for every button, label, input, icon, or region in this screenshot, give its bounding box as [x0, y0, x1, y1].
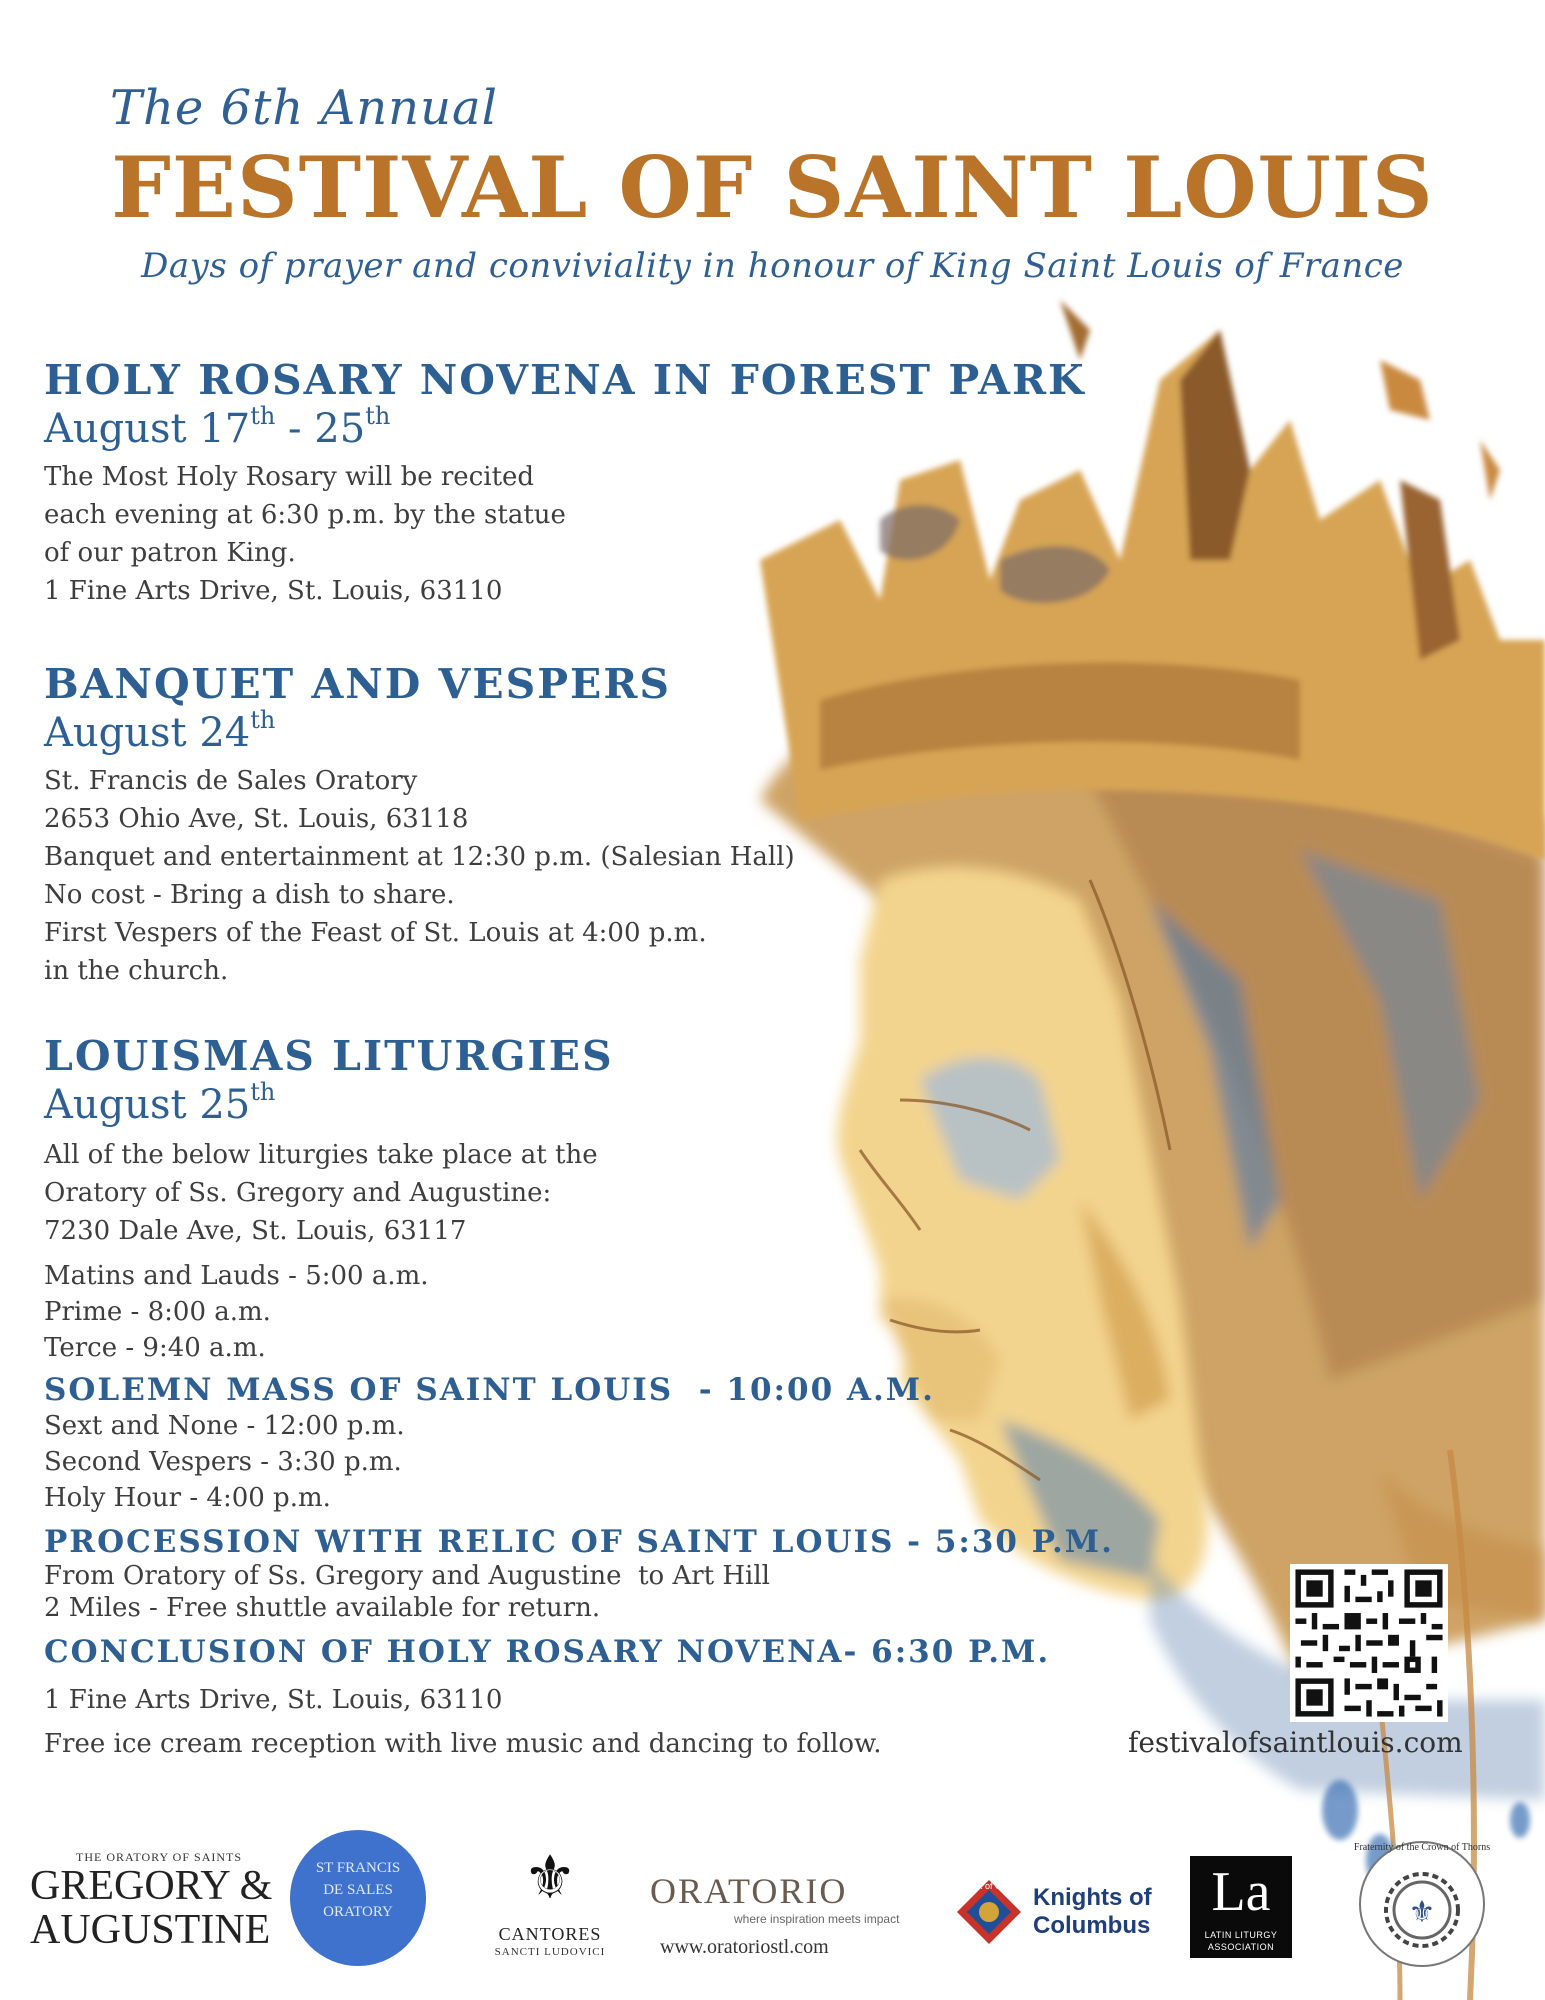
banquet-line: Banquet and entertainment at 12:30 p.m. (Salesian Hall) — [44, 842, 795, 872]
website-link[interactable]: festivalofsaintlouis.com — [1128, 1726, 1463, 1759]
rosary-line: each evening at 6:30 p.m. by the statue — [44, 500, 566, 530]
intro-text: The 6th Annual — [110, 80, 498, 136]
hour-item: Terce - 9:40 a.m. — [44, 1333, 266, 1363]
rosary-line: of our patron King. — [44, 538, 296, 568]
kofc-line-1: Knights of — [1033, 1884, 1152, 1911]
procession-heading: PROCESSION WITH RELIC OF SAINT LOUIS - 5:30 P.M. — [44, 1524, 1114, 1560]
sfds-line-1: ST FRANCIS — [315, 1860, 401, 1876]
cantores-logo — [480, 1843, 620, 1976]
hour-item: Prime - 8:00 a.m. — [44, 1297, 271, 1327]
lla-line-1: LATIN LITURGY — [1204, 1930, 1278, 1940]
banquet-line: 2653 Ohio Ave, St. Louis, 63118 — [44, 804, 469, 834]
rosary-line: The Most Holy Rosary will be recited — [44, 462, 535, 492]
latin-liturgy-association-logo — [1190, 1856, 1292, 1958]
qr-code[interactable] — [1290, 1564, 1448, 1722]
qr-code-icon — [1290, 1564, 1448, 1722]
lla-line-2: ASSOCIATION — [1207, 1942, 1275, 1952]
liturgies-heading: LOUISMAS LITURGIES — [44, 1032, 614, 1080]
oratorio-tagline: where inspiration meets impact — [734, 1912, 900, 1926]
conclusion-address: 1 Fine Arts Drive, St. Louis, 63110 — [44, 1685, 503, 1715]
kofc-line-2: Columbus — [1033, 1912, 1151, 1939]
kofc-badge-text: K of C — [976, 1881, 1002, 1891]
conclusion-details — [44, 1678, 1114, 1766]
procession-line: From Oratory of Ss. Gregory and Augustine to Art Hill — [44, 1561, 770, 1591]
rosary-section — [44, 356, 1086, 610]
fraternity-crown-of-thorns-logo — [1352, 1834, 1492, 1974]
after-mass-hours — [44, 1408, 1114, 1516]
lla-letters: La — [1211, 1861, 1271, 1923]
oratorio-logo — [650, 1870, 910, 1980]
fraternity-text: Fraternity of the Crown of Thorns — [1353, 1842, 1491, 1853]
hour-item: Matins and Lauds - 5:00 a.m. — [44, 1261, 429, 1291]
svg-text:⚜: ⚜ — [1408, 1895, 1436, 1930]
banquet-line: in the church. — [44, 956, 229, 986]
fleur-de-lis-icon: ⚜ — [523, 1843, 577, 1913]
sfds-line-2: DE SALES — [323, 1882, 393, 1898]
liturgies-hours — [44, 1258, 1114, 1366]
oratorio-name: ORATORIO — [650, 1871, 848, 1911]
rosary-details — [44, 458, 1086, 610]
liturgies-section — [44, 1032, 1114, 1766]
crown-of-thorns-icon — [1352, 1834, 1492, 1974]
rosary-date: August 17th - 25th — [44, 402, 391, 452]
liturgies-line: All of the below liturgies take place at the — [44, 1140, 598, 1170]
gregory-line-1: GREGORY & — [30, 1863, 273, 1909]
banquet-details — [44, 762, 795, 990]
conclusion-line: Free ice cream reception with live music and dancing to follow. — [44, 1729, 882, 1759]
gregory-augustine-logo — [30, 1850, 273, 1970]
gregory-top-text: THE ORATORY OF SAINTS — [76, 1850, 243, 1864]
liturgies-date: August 25th — [44, 1078, 276, 1128]
banquet-date: August 24th — [44, 706, 276, 756]
knights-of-columbus-logo — [955, 1878, 1165, 1948]
oratorio-website[interactable]: www.oratoriostl.com — [660, 1936, 829, 1958]
banquet-heading: BANQUET AND VESPERS — [44, 660, 671, 708]
mass-heading: SOLEMN MASS OF SAINT LOUIS - 10:00 A.M. — [44, 1372, 935, 1408]
procession-details — [44, 1560, 1114, 1624]
page-title: FESTIVAL OF SAINT LOUIS — [111, 138, 1434, 237]
hour-item: Second Vespers - 3:30 p.m. — [44, 1447, 402, 1477]
conclusion-heading: CONCLUSION OF HOLY ROSARY NOVENA- 6:30 P.M. — [44, 1634, 1051, 1670]
cantores-line-1: CANTORES — [498, 1924, 602, 1944]
cantores-line-2: SANCTI LUDOVICI — [494, 1946, 606, 1958]
sponsor-logos — [0, 1830, 1545, 2000]
liturgies-intro — [44, 1136, 1114, 1250]
banquet-section — [44, 660, 795, 990]
sfds-line-3: ORATORY — [323, 1904, 393, 1920]
liturgies-line: Oratory of Ss. Gregory and Augustine: — [44, 1178, 552, 1208]
banquet-line: St. Francis de Sales Oratory — [44, 766, 418, 796]
rosary-heading: HOLY ROSARY NOVENA IN FOREST PARK — [44, 356, 1086, 404]
hour-item: Sext and None - 12:00 p.m. — [44, 1411, 405, 1441]
banquet-line: First Vespers of the Feast of St. Louis at 4:00 p.m. — [44, 918, 707, 948]
page-subtitle: Days of prayer and conviviality in honour of King Saint Louis of France — [141, 246, 1404, 286]
liturgies-address: 7230 Dale Ave, St. Louis, 63117 — [44, 1216, 467, 1246]
hour-item: Holy Hour - 4:00 p.m. — [44, 1483, 331, 1513]
procession-line: 2 Miles - Free shuttle available for return. — [44, 1593, 601, 1623]
rosary-address: 1 Fine Arts Drive, St. Louis, 63110 — [44, 576, 503, 606]
banquet-line: No cost - Bring a dish to share. — [44, 880, 455, 910]
gregory-line-2: AUGUSTINE — [30, 1907, 271, 1953]
sfds-oratory-logo — [290, 1830, 426, 1966]
